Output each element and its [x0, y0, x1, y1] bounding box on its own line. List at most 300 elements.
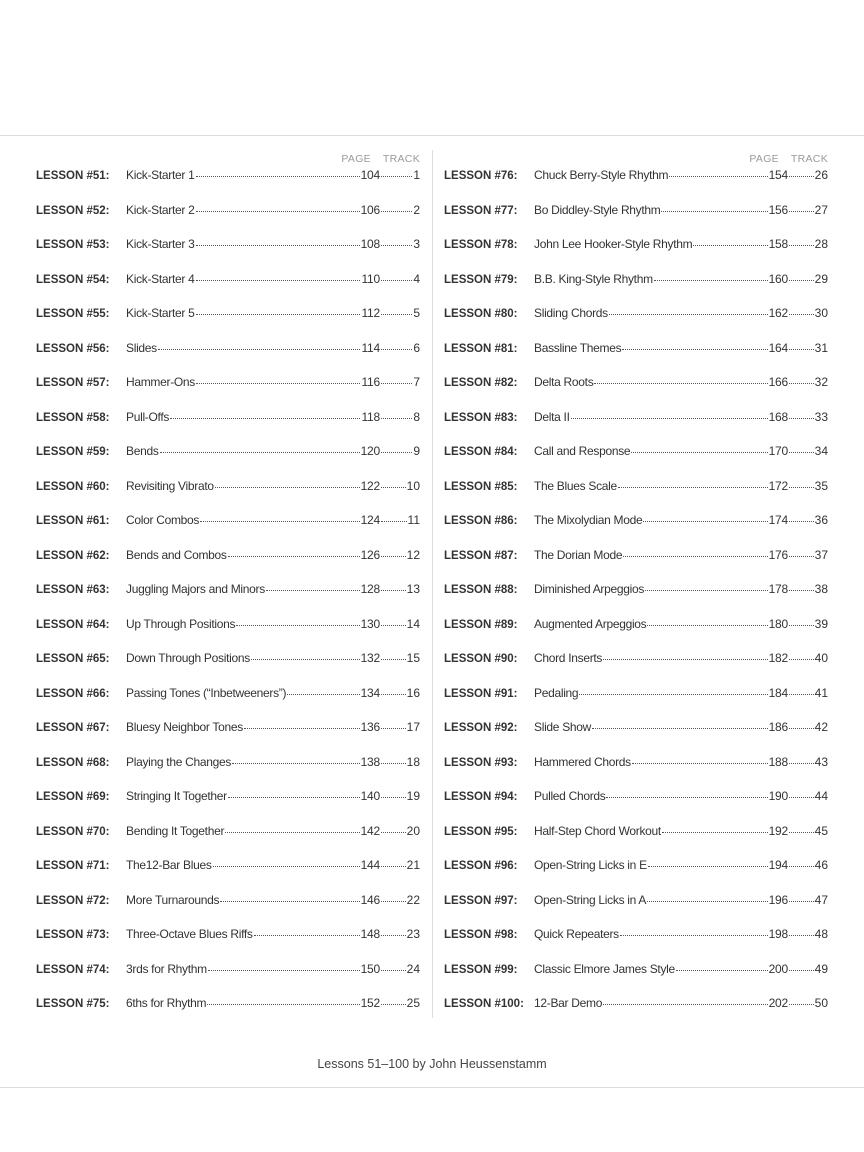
- lesson-title: Pulled Chords: [534, 789, 606, 803]
- page-number: 152: [360, 996, 380, 1010]
- page-number: 134: [360, 685, 380, 700]
- dot-leader: [381, 383, 412, 384]
- lesson-number: LESSON #93:: [444, 756, 518, 769]
- dot-leader: [196, 176, 360, 177]
- lesson-title: Juggling Majors and Minors: [126, 582, 265, 596]
- lesson-number: LESSON #57:: [36, 377, 110, 389]
- dot-leader: [381, 487, 406, 488]
- lesson-title: Slides: [126, 340, 157, 355]
- lesson-row: [444, 755, 828, 790]
- lesson-number: LESSON #69:: [36, 791, 110, 803]
- dot-leader: [606, 797, 767, 798]
- dot-leader: [789, 832, 814, 833]
- lesson-row: [444, 962, 828, 997]
- dot-leader: [196, 280, 361, 281]
- lesson-number: LESSON #59:: [36, 446, 110, 458]
- dot-leader: [789, 728, 814, 729]
- dot-leader: [661, 211, 767, 212]
- lesson-title: Augmented Arpeggios: [534, 616, 647, 631]
- lesson-row: [36, 237, 420, 272]
- lesson-number: LESSON #58:: [36, 411, 110, 424]
- lesson-number: LESSON #88:: [444, 584, 518, 596]
- lesson-row: [444, 651, 828, 686]
- lesson-title: Bending It Together: [126, 823, 225, 838]
- dot-leader: [381, 659, 406, 660]
- dot-leader: [603, 659, 767, 660]
- dot-leader: [669, 176, 767, 177]
- lesson-number: LESSON #100:: [444, 998, 524, 1010]
- lesson-number: LESSON #98:: [444, 929, 518, 941]
- track-number: 3: [413, 237, 420, 251]
- page-number: 164: [768, 340, 788, 355]
- lesson-title: Hammered Chords: [534, 754, 631, 769]
- lesson-title: John Lee Hooker-Style Rhythm: [534, 237, 693, 251]
- dot-leader: [381, 694, 406, 695]
- dot-leader: [228, 797, 360, 798]
- dot-leader: [236, 625, 359, 626]
- dot-leader: [789, 383, 814, 384]
- dot-leader: [381, 763, 406, 764]
- lesson-title: Half-Step Chord Workout: [534, 823, 661, 838]
- track-number: 18: [406, 754, 420, 769]
- lesson-row: [36, 582, 420, 617]
- lesson-row: [444, 582, 828, 617]
- dot-leader: [789, 521, 814, 522]
- lesson-title: Kick-Starter 4: [126, 271, 195, 286]
- dot-leader: [381, 970, 406, 971]
- lesson-row: [36, 444, 420, 479]
- lesson-title: Pedaling: [534, 685, 579, 700]
- lesson-number: LESSON #79:: [444, 273, 518, 286]
- dot-leader: [789, 314, 814, 315]
- lesson-title: The12-Bar Blues: [126, 858, 212, 872]
- dot-leader: [620, 935, 768, 936]
- track-number: 11: [407, 513, 420, 527]
- lesson-title: Playing the Changes: [126, 754, 232, 769]
- track-number: 15: [406, 651, 420, 665]
- dot-leader: [381, 832, 406, 833]
- track-number: 9: [413, 444, 420, 458]
- track-number: 49: [814, 961, 828, 976]
- dot-leader: [603, 1004, 768, 1005]
- track-column-label: TRACK: [382, 153, 420, 165]
- lesson-number: LESSON #78:: [444, 239, 518, 251]
- page-number: 140: [360, 789, 380, 803]
- dot-leader: [789, 452, 814, 453]
- dot-leader: [196, 211, 360, 212]
- page-number: 188: [768, 754, 788, 769]
- lesson-title: Call and Response: [534, 444, 631, 458]
- page-number: 174: [768, 513, 788, 527]
- page-number: 156: [768, 202, 788, 217]
- track-number: 32: [814, 375, 828, 389]
- dot-leader: [647, 625, 767, 626]
- lesson-number: LESSON #55:: [36, 308, 110, 320]
- lesson-number: LESSON #52:: [36, 204, 110, 217]
- track-number: 22: [406, 892, 420, 907]
- lesson-title: The Dorian Mode: [534, 547, 623, 562]
- lesson-title: 3rds for Rhythm: [126, 961, 207, 976]
- lesson-title: Kick-Starter 1: [126, 168, 195, 182]
- track-number: 45: [814, 823, 828, 838]
- page-number: 114: [361, 340, 380, 355]
- page-number: 166: [768, 375, 788, 389]
- dot-leader: [196, 314, 361, 315]
- track-number: 50: [814, 996, 828, 1010]
- lesson-title: Bends: [126, 444, 159, 458]
- lesson-title: Three-Octave Blues Riffs: [126, 927, 253, 941]
- page-number: 110: [361, 271, 380, 286]
- dot-leader: [381, 176, 412, 177]
- dot-leader: [592, 728, 768, 729]
- footer-credit: Lessons 51–100 by John Heussenstamm: [317, 1057, 547, 1071]
- track-number: 2: [413, 202, 420, 217]
- lesson-row: [36, 617, 420, 652]
- dot-leader: [789, 556, 814, 557]
- dot-leader: [381, 901, 406, 902]
- track-number: 20: [406, 823, 420, 838]
- page-number: 154: [768, 168, 788, 182]
- lesson-row: [36, 720, 420, 755]
- lesson-row: [444, 272, 828, 307]
- dot-leader: [170, 418, 360, 419]
- lesson-number: LESSON #77:: [444, 204, 518, 217]
- dot-leader: [789, 866, 814, 867]
- lesson-row: [36, 479, 420, 514]
- page-number: 168: [768, 409, 788, 424]
- page-number: 198: [768, 927, 788, 941]
- lesson-number: LESSON #67:: [36, 722, 110, 734]
- lesson-title: Kick-Starter 2: [126, 202, 195, 217]
- lesson-row: [36, 168, 420, 203]
- track-number: 21: [406, 858, 420, 872]
- lesson-title: Pull-Offs: [126, 409, 170, 424]
- lesson-title: Color Combos: [126, 513, 200, 527]
- dot-leader: [228, 556, 360, 557]
- lesson-row: [36, 203, 420, 238]
- dot-leader: [232, 763, 360, 764]
- bottom-rule: [0, 1087, 864, 1088]
- dot-leader: [693, 245, 767, 246]
- track-number: 36: [814, 513, 828, 527]
- lesson-title: Bluesy Neighbor Tones: [126, 720, 243, 734]
- lesson-row: [444, 824, 828, 859]
- dot-leader: [254, 935, 360, 936]
- lesson-number: LESSON #72:: [36, 894, 110, 907]
- lesson-title: Kick-Starter 3: [126, 237, 195, 251]
- lesson-row: [444, 479, 828, 514]
- track-number: 25: [406, 996, 420, 1010]
- track-number: 43: [814, 754, 828, 769]
- lesson-title: Stringing It Together: [126, 789, 227, 803]
- lesson-title: Chuck Berry-Style Rhythm: [534, 168, 669, 182]
- lesson-row: [444, 893, 828, 928]
- track-number: 23: [406, 927, 420, 941]
- track-number: 47: [814, 892, 828, 907]
- lesson-title: Up Through Positions: [126, 616, 236, 631]
- track-number: 41: [814, 685, 828, 700]
- dot-leader: [381, 590, 406, 591]
- dot-leader: [623, 556, 767, 557]
- lesson-title: Classic Elmore James Style: [534, 961, 675, 976]
- page-number: 138: [360, 754, 380, 769]
- lesson-row: [36, 306, 420, 341]
- dot-leader: [789, 970, 814, 971]
- page-number: 112: [361, 306, 380, 320]
- lesson-row: [36, 996, 420, 1031]
- track-number: 13: [406, 582, 420, 596]
- track-number: 40: [814, 651, 828, 665]
- lesson-title: Revisiting Vibrato: [126, 478, 214, 493]
- dot-leader: [266, 590, 360, 591]
- dot-leader: [662, 832, 768, 833]
- lesson-number: LESSON #80:: [444, 308, 518, 320]
- lesson-title: The Mixolydian Mode: [534, 513, 643, 527]
- dot-leader: [381, 349, 412, 350]
- track-number: 6: [413, 340, 420, 355]
- track-number: 17: [406, 720, 420, 734]
- page-number: 128: [360, 582, 380, 596]
- track-number: 44: [814, 789, 828, 803]
- page-number: 130: [360, 616, 380, 631]
- dot-leader: [789, 487, 814, 488]
- lesson-number: LESSON #66:: [36, 687, 110, 700]
- lesson-number: LESSON #99:: [444, 963, 518, 976]
- lesson-row: [36, 927, 420, 962]
- page-number: 116: [361, 375, 380, 389]
- lesson-number: LESSON #54:: [36, 273, 110, 286]
- page-number: 126: [360, 547, 380, 562]
- lesson-row: [444, 927, 828, 962]
- track-number: 29: [814, 271, 828, 286]
- page-number: 178: [768, 582, 788, 596]
- dot-leader: [789, 1004, 814, 1005]
- lesson-row: [444, 410, 828, 445]
- track-number: 37: [814, 547, 828, 562]
- lesson-title: The Blues Scale: [534, 478, 617, 493]
- track-number: 46: [814, 858, 828, 872]
- lesson-title: Kick-Starter 5: [126, 306, 195, 320]
- track-number: 7: [413, 375, 420, 389]
- dot-leader: [381, 797, 406, 798]
- lesson-number: LESSON #73:: [36, 929, 110, 941]
- dot-leader: [381, 866, 406, 867]
- page-number: 184: [768, 685, 788, 700]
- lesson-number: LESSON #83:: [444, 411, 518, 424]
- dot-leader: [381, 280, 412, 281]
- lesson-row: [36, 651, 420, 686]
- dot-leader: [244, 728, 360, 729]
- lesson-row: [36, 824, 420, 859]
- lesson-number: LESSON #82:: [444, 377, 518, 389]
- page-number: 148: [360, 927, 380, 941]
- dot-leader: [609, 314, 768, 315]
- lesson-row: [444, 237, 828, 272]
- track-number: 34: [814, 444, 828, 458]
- lesson-number: LESSON #97:: [444, 894, 518, 907]
- dot-leader: [622, 349, 767, 350]
- lesson-row: [444, 617, 828, 652]
- dot-leader: [571, 418, 768, 419]
- page-number: 146: [360, 892, 380, 907]
- dot-leader: [618, 487, 768, 488]
- lesson-number: LESSON #65:: [36, 653, 110, 665]
- track-number: 10: [406, 478, 420, 493]
- page-number: 142: [360, 823, 380, 838]
- dot-leader: [215, 487, 360, 488]
- page-number: 158: [768, 237, 788, 251]
- dot-leader: [789, 418, 814, 419]
- lesson-number: LESSON #91:: [444, 687, 518, 700]
- dot-leader: [251, 659, 360, 660]
- lesson-row: [36, 858, 420, 893]
- lesson-row: [444, 168, 828, 203]
- dot-leader: [196, 245, 360, 246]
- dot-leader: [225, 832, 359, 833]
- dot-leader: [381, 556, 406, 557]
- track-number: 30: [814, 306, 828, 320]
- dot-leader: [789, 625, 814, 626]
- page-number: 104: [360, 168, 380, 182]
- dot-leader: [381, 418, 412, 419]
- lesson-number: LESSON #86:: [444, 515, 518, 527]
- page-number: 144: [360, 858, 380, 872]
- lesson-row: [36, 375, 420, 410]
- lesson-title: Open-String Licks in E: [534, 858, 647, 872]
- dot-leader: [631, 452, 767, 453]
- lesson-title: Bends and Combos: [126, 547, 227, 562]
- lesson-number: LESSON #85:: [444, 480, 518, 493]
- page-number: 118: [361, 409, 380, 424]
- lesson-title: Slide Show: [534, 720, 592, 734]
- lesson-row: [444, 444, 828, 479]
- dot-leader: [676, 970, 768, 971]
- lesson-title: Down Through Positions: [126, 651, 250, 665]
- dot-leader: [381, 625, 406, 626]
- page-number: 136: [360, 720, 380, 734]
- lesson-title: B.B. King-Style Rhythm: [534, 271, 653, 286]
- lesson-title: Bo Diddley-Style Rhythm: [534, 202, 661, 217]
- dot-leader: [789, 590, 814, 591]
- lesson-number: LESSON #95:: [444, 825, 518, 838]
- lesson-list: [36, 168, 420, 1031]
- lesson-number: LESSON #64:: [36, 618, 110, 631]
- lesson-row: [36, 548, 420, 583]
- page-number: 192: [768, 823, 788, 838]
- page-number: 122: [360, 478, 380, 493]
- track-number: 39: [814, 616, 828, 631]
- lesson-number: LESSON #53:: [36, 239, 110, 251]
- track-number: 24: [406, 961, 420, 976]
- lesson-title: 6ths for Rhythm: [126, 996, 207, 1010]
- lesson-title: Hammer-Ons: [126, 375, 196, 389]
- lesson-row: [36, 893, 420, 928]
- dot-leader: [789, 211, 814, 212]
- dot-leader: [381, 314, 412, 315]
- page-column-label: PAGE: [749, 153, 779, 165]
- lesson-row: [36, 410, 420, 445]
- column-divider: [432, 150, 433, 1018]
- track-column-label: TRACK: [790, 153, 828, 165]
- dot-leader: [381, 245, 412, 246]
- page-number: 124: [360, 513, 380, 527]
- dot-leader: [632, 763, 768, 764]
- dot-leader: [647, 901, 767, 902]
- page-number: 172: [768, 478, 788, 493]
- page-number: 176: [768, 547, 788, 562]
- lesson-number: LESSON #60:: [36, 480, 110, 493]
- track-number: 4: [413, 271, 420, 286]
- lesson-title: Delta II: [534, 409, 570, 424]
- dot-leader: [645, 590, 768, 591]
- page-number: 108: [360, 237, 380, 251]
- dot-leader: [158, 349, 361, 350]
- lesson-number: LESSON #62:: [36, 549, 110, 562]
- track-number: 48: [814, 927, 828, 941]
- lesson-title: More Turnarounds: [126, 892, 220, 907]
- dot-leader: [579, 694, 767, 695]
- dot-leader: [381, 1004, 406, 1005]
- top-rule: [0, 135, 864, 136]
- page-number: 196: [768, 892, 788, 907]
- dot-leader: [789, 763, 814, 764]
- dot-leader: [200, 521, 359, 522]
- dot-leader: [643, 521, 767, 522]
- lesson-row: [36, 272, 420, 307]
- lesson-number: LESSON #56:: [36, 342, 110, 355]
- lesson-number: LESSON #94:: [444, 791, 518, 803]
- lesson-title: Diminished Arpeggios: [534, 582, 645, 596]
- lesson-title: Delta Roots: [534, 375, 594, 389]
- track-number: 12: [406, 547, 420, 562]
- lesson-number: LESSON #75:: [36, 998, 110, 1010]
- lesson-number: LESSON #68:: [36, 756, 110, 769]
- dot-leader: [381, 211, 412, 212]
- lesson-row: [444, 996, 828, 1031]
- page-number: 132: [360, 651, 380, 665]
- lesson-number: LESSON #87:: [444, 549, 518, 562]
- lesson-title: Chord Inserts: [534, 651, 603, 665]
- column-header: [36, 150, 420, 168]
- dot-leader: [381, 728, 406, 729]
- page-number: 120: [360, 444, 380, 458]
- track-number: 38: [814, 582, 828, 596]
- page-number: 180: [768, 616, 788, 631]
- dot-leader: [208, 970, 360, 971]
- track-number: 31: [814, 340, 828, 355]
- dot-leader: [654, 280, 768, 281]
- lesson-row: [444, 789, 828, 824]
- track-number: 8: [413, 409, 420, 424]
- track-number: 33: [814, 409, 828, 424]
- dot-leader: [160, 452, 360, 453]
- lesson-number: LESSON #74:: [36, 963, 110, 976]
- lesson-row: [36, 686, 420, 721]
- lesson-title: 12-Bar Demo: [534, 996, 603, 1010]
- lesson-number: LESSON #89:: [444, 618, 518, 631]
- lesson-number: LESSON #63:: [36, 584, 110, 596]
- track-number: 35: [814, 478, 828, 493]
- dot-leader: [220, 901, 359, 902]
- lesson-row: [36, 962, 420, 997]
- page-number: 170: [768, 444, 788, 458]
- dot-leader: [381, 521, 407, 522]
- dot-leader: [594, 383, 767, 384]
- lesson-row: [444, 341, 828, 376]
- lesson-number: LESSON #71:: [36, 860, 110, 872]
- lesson-row: [444, 720, 828, 755]
- track-number: 28: [814, 237, 828, 251]
